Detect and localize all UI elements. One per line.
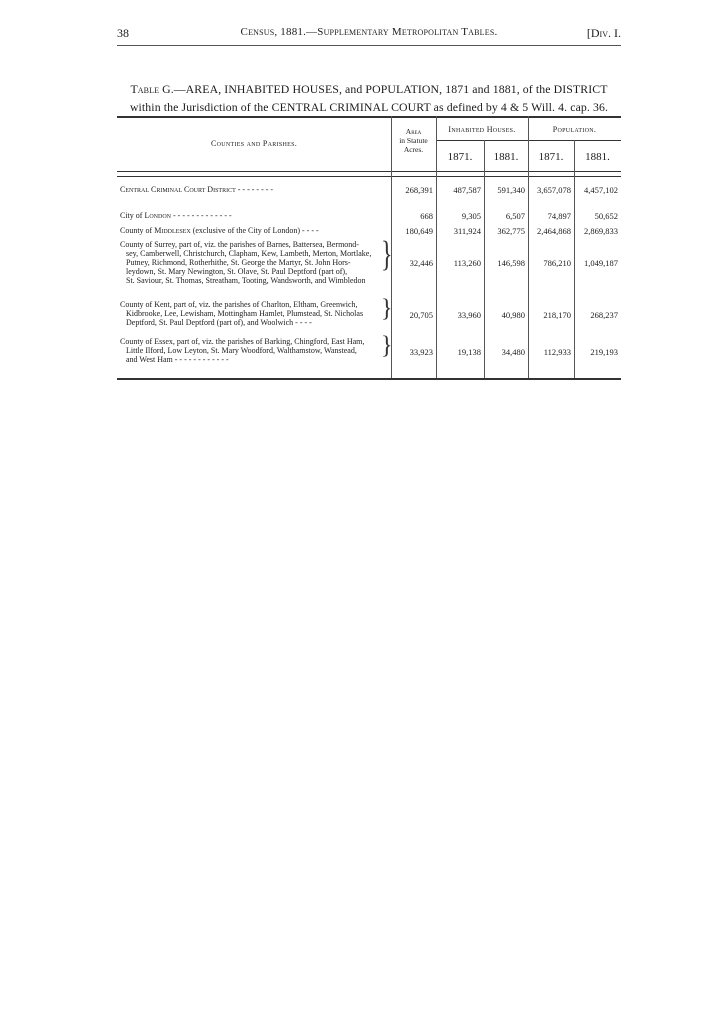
header-area-line-3: Acres. <box>403 145 424 154</box>
cell-area: 33,923 <box>409 347 433 357</box>
row-label-line: Putney, Richmond, Rotherhithe, St. George the Martyr, St. John Hors- <box>126 258 351 267</box>
row-label-line: leydown, St. Mary Newington, St. Olave, St. Paul Deptford (part of), <box>126 267 348 276</box>
row-label-line: County of Surrey, part of, viz. the parishes of Barnes, Battersea, Bermond- <box>120 240 359 249</box>
row-label <box>120 211 390 220</box>
cell-area: 32,446 <box>409 258 433 268</box>
page-number: 38 <box>117 26 129 40</box>
cell-houses-1881: 362,775 <box>497 226 525 236</box>
statistics-table <box>117 116 621 379</box>
cell-population-1871: 74,897 <box>547 211 571 221</box>
cell-area: 668 <box>420 211 433 221</box>
cell-population-1871: 786,210 <box>543 258 571 268</box>
brace-glyph: } <box>381 331 393 360</box>
row-label <box>120 337 382 364</box>
cell-houses-1871: 487,587 <box>453 185 481 195</box>
table-caption <box>117 80 621 116</box>
cell-population-1871: 112,933 <box>543 347 571 357</box>
row-label-line: sey, Camberwell, Christchurch, Clapham, Kew, Lambeth, Merton, Mortlake, <box>126 249 372 258</box>
cell-area: 268,391 <box>405 185 433 195</box>
cell-houses-1881: 6,507 <box>505 211 525 221</box>
cell-area: 180,649 <box>405 226 433 236</box>
header-rule <box>117 45 621 46</box>
row-label-prefix: City of <box>120 211 145 220</box>
header-bottom-rule-2 <box>117 176 621 177</box>
cell-population-1881: 4,457,102 <box>584 185 618 195</box>
cell-population-1881: 50,652 <box>594 211 618 221</box>
header-area <box>391 127 436 154</box>
header-houses-1871: 1871. <box>447 151 473 163</box>
cell-population-1871: 2,464,868 <box>537 226 571 236</box>
header-population: Population. <box>552 125 597 134</box>
cell-population-1881: 268,237 <box>590 310 618 320</box>
caption-table-label: Table G. <box>130 82 174 96</box>
cell-area: 20,705 <box>409 310 433 320</box>
caption-title: —AREA, INHABITED HOUSES, and POPULATION, 1871 and 1881, of the DISTRICT <box>173 82 608 96</box>
division-label: [Div. I. <box>586 26 621 40</box>
row-label-name: Middlesex <box>154 226 191 235</box>
table-top-rule <box>117 116 621 118</box>
header-population-1881: 1881. <box>585 151 610 163</box>
brace-glyph: } <box>381 235 393 275</box>
row-label-line: Kidbrooke, Lee, Lewisham, Mottingham Hamlet, Plumstead, St. Nicholas <box>126 309 364 318</box>
row-label <box>120 185 390 194</box>
cell-houses-1871: 19,138 <box>457 347 481 357</box>
row-label-line: St. Saviour, St. Thomas, Streatham, Tooting, Wandsworth, and Wimbledon <box>126 276 366 285</box>
header-bottom-rule <box>117 171 621 172</box>
row-label <box>120 240 382 285</box>
cell-houses-1871: 113,260 <box>453 258 481 268</box>
row-label <box>120 226 390 235</box>
cell-population-1881: 2,869,833 <box>584 226 618 236</box>
running-title: Census, 1881.—Supplementary Metropolitan Tables. <box>240 26 498 38</box>
row-label-leader: - - - - - - - - - - - - - <box>171 211 232 220</box>
cell-population-1871: 3,657,078 <box>537 185 571 195</box>
header-area-line-1: Area <box>405 127 422 136</box>
cell-houses-1881: 591,340 <box>497 185 525 195</box>
row-label-leader: (exclusive of the City of London) - - - - <box>190 226 319 235</box>
cell-houses-1881: 146,598 <box>497 258 525 268</box>
header-counties: Counties and Parishes. <box>210 139 298 148</box>
row-label-line: Deptford, St. Paul Deptford (part of), and Woolwich - - - - <box>126 318 312 327</box>
brace-glyph: } <box>381 294 393 323</box>
caption-line-1 <box>117 80 621 98</box>
row-label <box>120 300 382 327</box>
row-label-line: County of Kent, part of, viz. the parishes of Charlton, Eltham, Greenwich, <box>120 300 358 309</box>
row-label-line: Little Ilford, Low Leyton, St. Mary Woodford, Walthamstow, Wanstead, <box>126 346 357 355</box>
running-header <box>117 20 621 40</box>
cell-houses-1881: 40,980 <box>501 310 525 320</box>
cell-houses-1871: 33,960 <box>457 310 481 320</box>
cell-population-1871: 218,170 <box>543 310 571 320</box>
header-population-1871: 1871. <box>538 151 564 163</box>
cell-population-1881: 219,193 <box>590 347 618 357</box>
row-label-prefix: County of <box>120 226 155 235</box>
cell-population-1881: 1,049,187 <box>584 258 618 268</box>
row-label-name: London <box>144 211 172 220</box>
row-label-leader: - - - - - - - - <box>235 185 274 194</box>
caption-line-2: within the Jurisdiction of the CENTRAL CRIMINAL COURT as defined by 4 & 5 Will. 4. cap. 36. <box>129 100 609 114</box>
row-label-name: Central Criminal Court District <box>120 185 236 194</box>
header-area-line-2: in Statute <box>399 136 428 145</box>
cell-houses-1871: 9,305 <box>461 211 481 221</box>
row-label-line: County of Essex, part of, viz. the parishes of Barking, Chingford, East Ham, <box>120 337 365 346</box>
table-bottom-rule <box>117 378 621 380</box>
cell-houses-1871: 311,924 <box>453 226 481 236</box>
header-inhabited-houses: Inhabited Houses. <box>448 125 516 134</box>
row-label-line: and West Ham - - - - - - - - - - - - <box>126 355 229 364</box>
header-houses-1881: 1881. <box>493 151 519 163</box>
cell-houses-1881: 34,480 <box>501 347 525 357</box>
